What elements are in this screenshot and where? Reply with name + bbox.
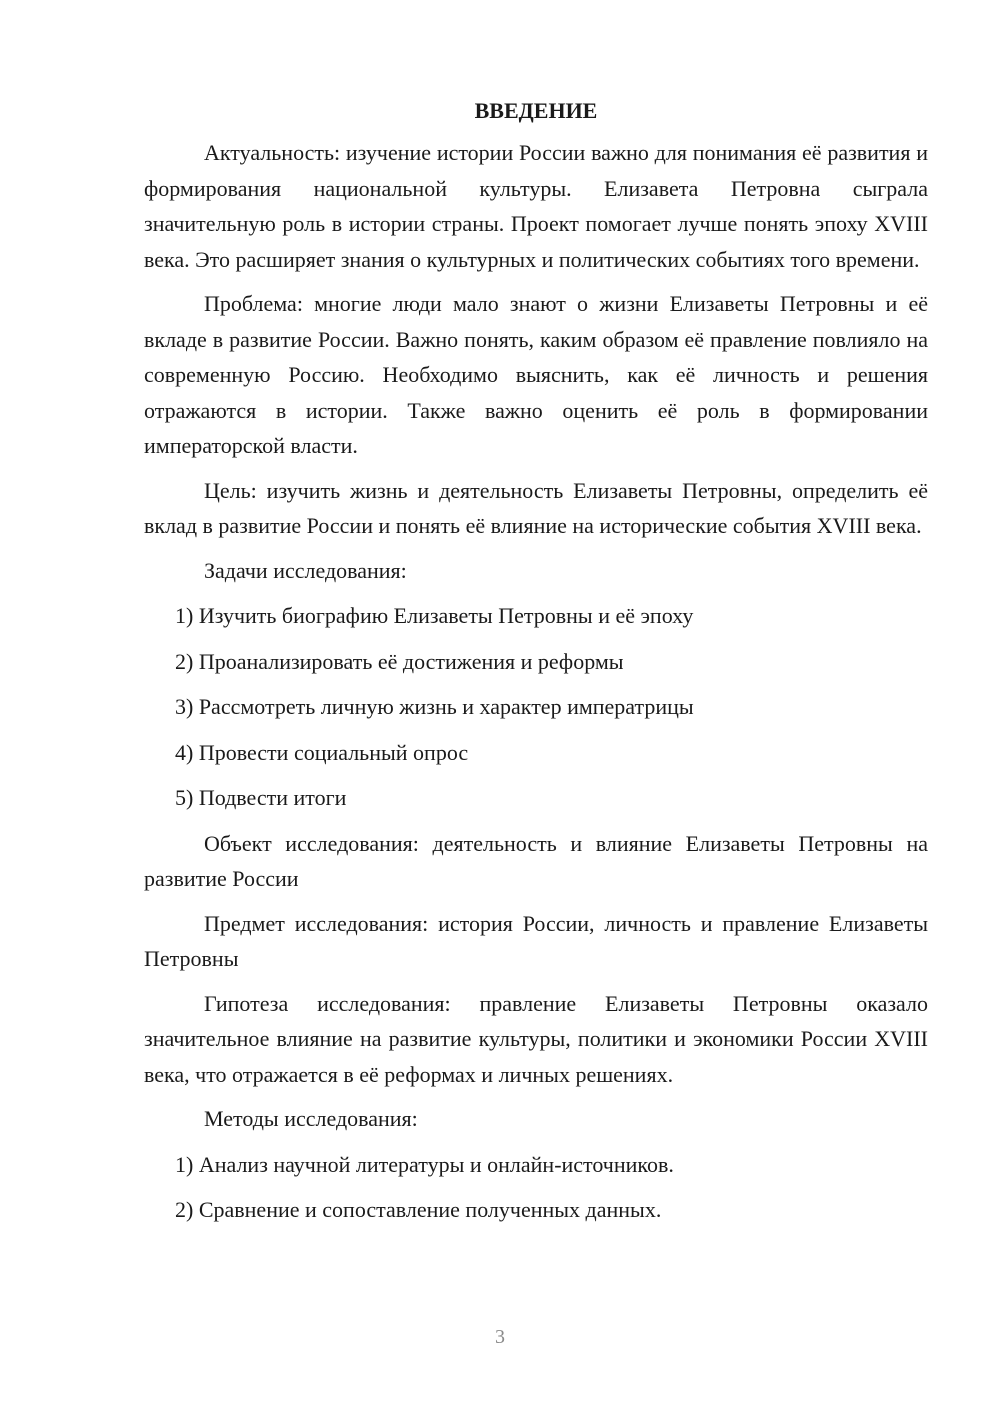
- hypothesis-paragraph: Гипотеза исследования: правление Елизаветы Петровны оказало значительное влияние на развитие культуры, политики и экономики России XVIII века, что отражается в её реформах и личных решениях.: [144, 990, 928, 1087]
- goal-paragraph: Цель: изучить жизнь и деятельность Елизаветы Петровны, определить её вклад в развитие России и понять её влияние на исторические события XVIII века.: [144, 477, 928, 538]
- section-title: ВВЕДЕНИЕ: [474, 98, 598, 123]
- tasks-list: [144, 598, 928, 816]
- list-item: 3) Рассмотреть личную жизнь и характер императрицы: [175, 694, 694, 719]
- tasks-heading: Задачи исследования:: [204, 557, 407, 583]
- document-page: [144, 96, 928, 1238]
- relevance-paragraph: Актуальность: изучение истории России важно для понимания её развития и формирования национальной культуры. Елизавета Петровна сыграла значительную роль в истории страны. Проект помогает лучше понять эпоху XVIII века. Это расширяет знания о культурных и политических событиях того времени.: [144, 140, 928, 272]
- list-item: 1) Изучить биографию Елизаветы Петровны и её эпоху: [175, 603, 694, 628]
- subject-paragraph: Предмет исследования: история России, личность и правление Елизаветы Петровны: [144, 910, 928, 971]
- methods-list: [144, 1147, 928, 1228]
- list-item: 1) Анализ научной литературы и онлайн-источников.: [175, 1151, 674, 1177]
- methods-heading: Методы исследования:: [204, 1106, 418, 1131]
- problem-paragraph: Проблема: многие люди мало знают о жизни Елизаветы Петровны и её вкладе в развитие России. Важно понять, каким образом её правление повлияло на современную Россию. Необходимо выяснить, как её личность и решения отражаются в истории. Также важно оценить её роль в формировании императорской власти.: [144, 291, 928, 458]
- list-item: 2) Проанализировать её достижения и реформы: [175, 648, 624, 674]
- list-item: 2) Сравнение и сопоставление полученных данных.: [175, 1197, 662, 1222]
- page-number: 3: [495, 1326, 505, 1348]
- list-item: 4) Провести социальный опрос: [175, 739, 469, 765]
- list-item: 5) Подвести итоги: [175, 785, 347, 810]
- object-paragraph: Объект исследования: деятельность и влияние Елизаветы Петровны на развитие России: [144, 830, 928, 891]
